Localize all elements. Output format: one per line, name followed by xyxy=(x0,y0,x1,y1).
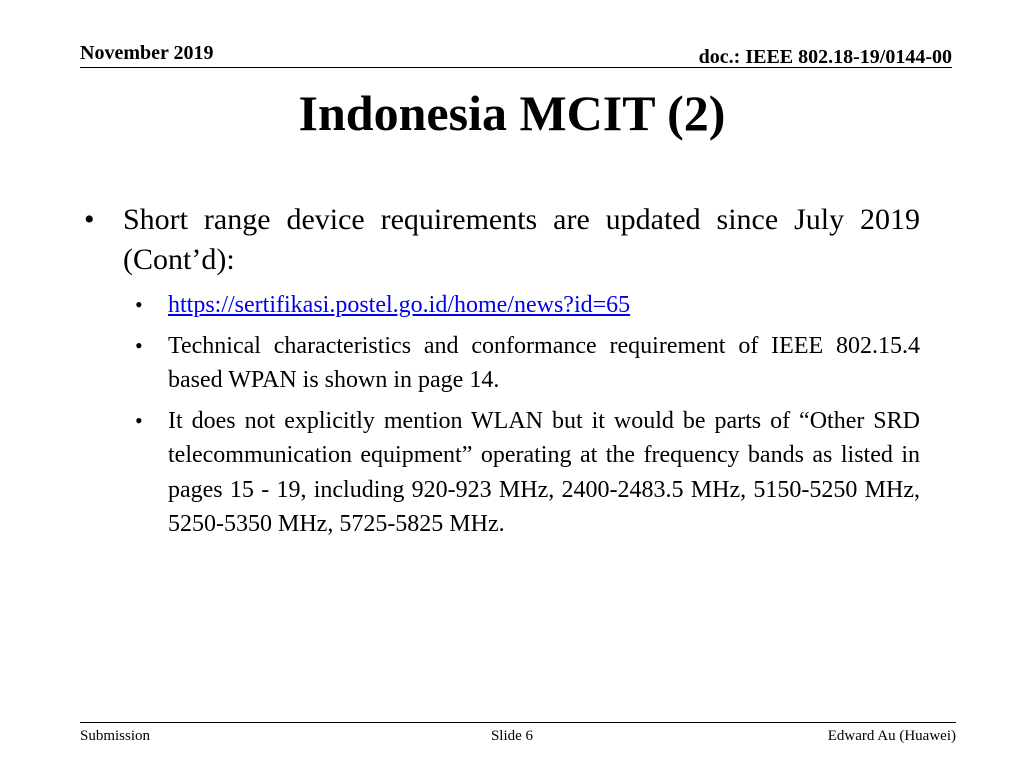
header-date: November 2019 xyxy=(80,42,214,64)
sub-bullet-wpan xyxy=(123,329,920,398)
bullet-marker: • xyxy=(84,203,95,236)
footer-submission: Submission xyxy=(80,728,151,744)
main-bullet-text: Short range device requirements are updated since July 2019 (Cont’d): xyxy=(123,203,920,276)
sub-bullet-wlan xyxy=(123,404,920,542)
footer-slide-number: Slide 6 xyxy=(490,728,534,744)
footer-author: Edward Au (Huawei) xyxy=(827,728,956,744)
slide-title: Indonesia MCIT (2) xyxy=(298,85,726,141)
bullet-marker: • xyxy=(135,292,143,317)
slide-body xyxy=(80,200,920,548)
sub-bullet-text: Technical characteristics and conformance requirement of IEEE 802.15.4 based WPAN is shown in page 14. xyxy=(168,332,920,393)
sub-bullet-text: It does not explicitly mention WLAN but it would be parts of “Other SRD telecommunication equipment” operating at the frequency bands as listed in pages 15 - 19, including 920-923 MHz, 2400-2483.5 MHz, 5150-5250 MHz, 5250-5350 MHz, 5725-5825 MHz. xyxy=(168,407,920,537)
header-divider xyxy=(80,67,952,68)
news-link[interactable]: https://sertifikasi.postel.go.id/home/news?id=65 xyxy=(168,292,631,318)
bullet-marker: • xyxy=(135,407,143,433)
footer-divider xyxy=(80,722,956,723)
main-bullet xyxy=(80,200,920,280)
sub-bullet-link xyxy=(123,288,920,323)
bullet-marker: • xyxy=(135,332,143,358)
header-doc-id: doc.: IEEE 802.18-19/0144-00 xyxy=(698,46,952,68)
